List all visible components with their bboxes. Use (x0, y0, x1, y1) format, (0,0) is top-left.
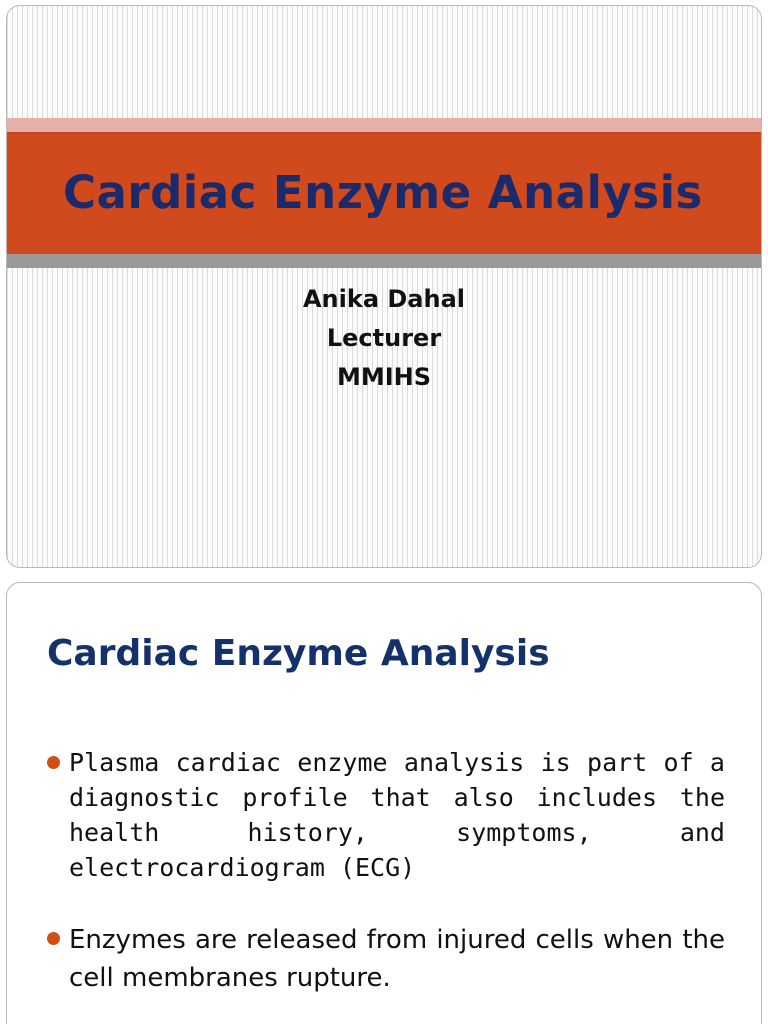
bullet-dot-icon (47, 756, 60, 769)
bullet-text: Enzymes are released from injured cells when the cell membranes rupture. (69, 925, 725, 993)
bullet-item (45, 745, 725, 885)
bullet-dot-icon (47, 932, 60, 945)
bullet-item (45, 921, 725, 997)
title-band-bottom-stripe (7, 254, 761, 268)
bullet-text: Plasma cardiac enzyme analysis is part of a diagnostic profile that also includes the health history, symptoms, and electrocardiogram (ECG) (69, 748, 725, 882)
content-slide (6, 582, 762, 1024)
title-slide (6, 5, 762, 568)
title-band-top-stripe (7, 118, 761, 132)
bullet-list (45, 745, 725, 997)
author-name: Anika Dahal (302, 285, 466, 313)
author-institution: MMIHS (336, 363, 432, 391)
slide-title: Cardiac Enzyme Analysis (63, 166, 703, 219)
author-role: Lecturer (326, 324, 442, 352)
content-slide-title: Cardiac Enzyme Analysis (47, 633, 550, 674)
author-block (7, 280, 761, 397)
